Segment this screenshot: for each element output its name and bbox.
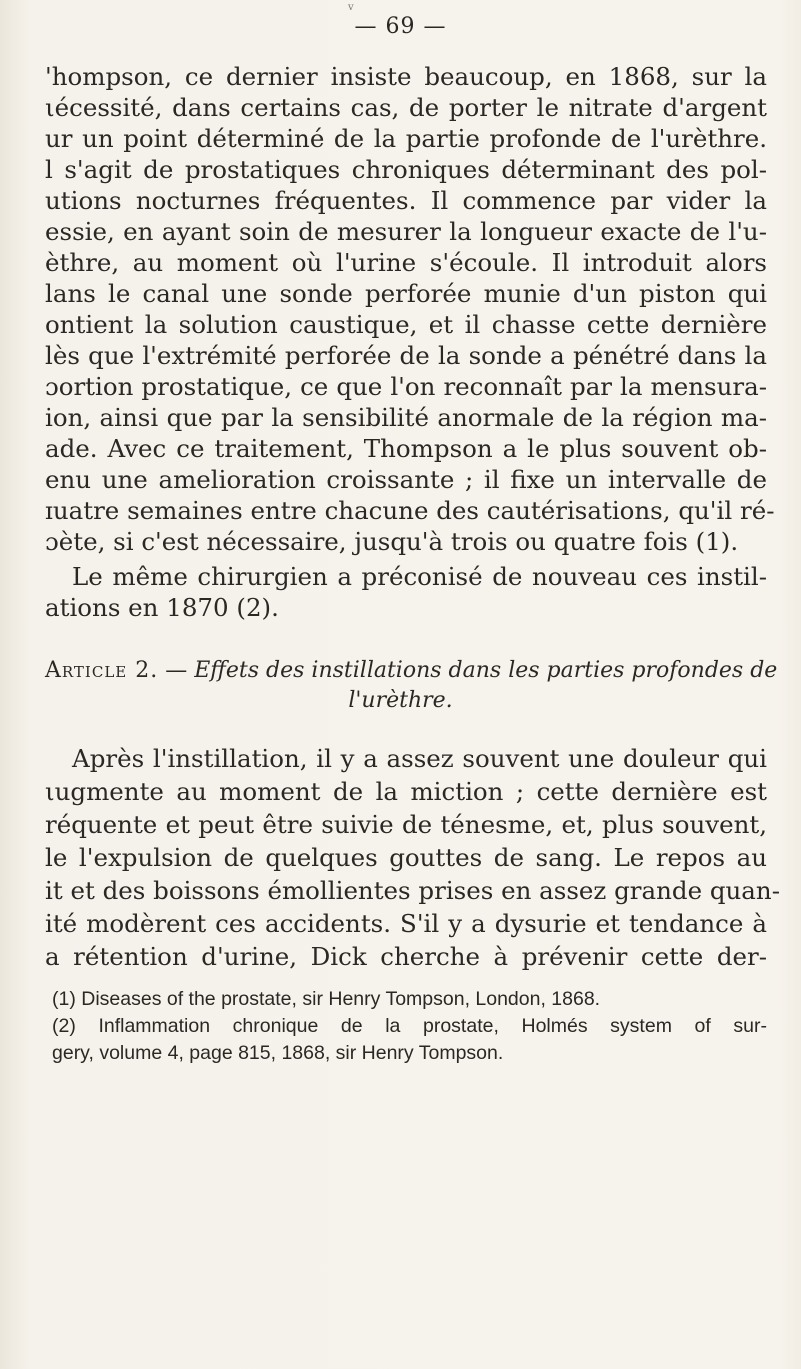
article-label: Article 2.: [45, 658, 159, 683]
text-line: essie, en ayant soin de mesurer la longueur exacte de l'u-: [45, 217, 767, 246]
article-heading: [45, 657, 778, 685]
article-dash: —: [158, 658, 195, 683]
text-line: lès que l'extrémité perforée de la sonde a pénétré dans la: [45, 341, 767, 370]
text-line: ιugmente au moment de la miction ; cette dernière est: [45, 777, 767, 806]
text-line: ɔète, si c'est nécessaire, jusqu'à trois ou quatre fois (1).: [45, 527, 739, 556]
article-title-continued: l'urèthre.: [348, 688, 453, 713]
text-line: ontient la solution caustique, et il chasse cette dernière: [45, 310, 767, 339]
text-line: le l'expulsion de quelques gouttes de sang. Le repos au: [45, 843, 767, 872]
footnote: gery, volume 4, page 815, 1868, sir Henry Tompson.: [52, 1042, 504, 1064]
text-line: ade. Avec ce traitement, Thompson a le plus souvent ob-: [45, 434, 767, 463]
text-line: èthre, au moment où l'urine s'écoule. Il introduit alors: [45, 248, 767, 277]
text-line: enu une amelioration croissante ; il fixe un intervalle de: [45, 465, 767, 494]
footnote: (2) Inflammation chronique de la prostate, Holmés system of sur-: [52, 1015, 767, 1037]
text-line: Le même chirurgien a préconisé de nouveau ces instil-: [72, 562, 767, 591]
text-line: ɔortion prostatique, ce que l'on reconnaît par la mensura-: [45, 372, 767, 401]
text-line: lans le canal une sonde perforée munie d'un piston qui: [45, 279, 767, 308]
text-line: ιécessité, dans certains cas, de porter le nitrate d'argent: [45, 93, 767, 122]
page-number: — 69 —: [354, 14, 447, 39]
text-line: réquente et peut être suivie de ténesme, et, plus souvent,: [45, 810, 767, 839]
text-line: 'hompson, ce dernier insiste beaucoup, en 1868, sur la: [45, 62, 767, 91]
text-line: ur un point déterminé de la partie profonde de l'urèthre.: [45, 124, 767, 153]
text-line: ɪuatre semaines entre chacune des cautérisations, qu'il ré-: [45, 496, 775, 525]
text-line: it et des boissons émollientes prises en assez grande quan-: [45, 876, 780, 905]
text-line: utions nocturnes fréquentes. Il commence par vider la: [45, 186, 767, 215]
text-line: ion, ainsi que par la sensibilité anormale de la région ma-: [45, 403, 767, 432]
footnote: (1) Diseases of the prostate, sir Henry Tompson, London, 1868.: [52, 988, 601, 1010]
text-line: Après l'instillation, il y a assez souvent une douleur qui: [72, 744, 767, 773]
print-mark: v: [348, 2, 354, 13]
text-line: ité modèrent ces accidents. S'il y a dysurie et tendance à: [45, 909, 767, 938]
article-title: Effets des instillations dans les parties profondes de: [194, 658, 778, 683]
text-line: l s'agit de prostatiques chroniques déterminant des pol-: [45, 155, 767, 184]
text-line: ations en 1870 (2).: [45, 593, 279, 622]
text-line: a rétention d'urine, Dick cherche à prévenir cette der-: [45, 942, 767, 971]
